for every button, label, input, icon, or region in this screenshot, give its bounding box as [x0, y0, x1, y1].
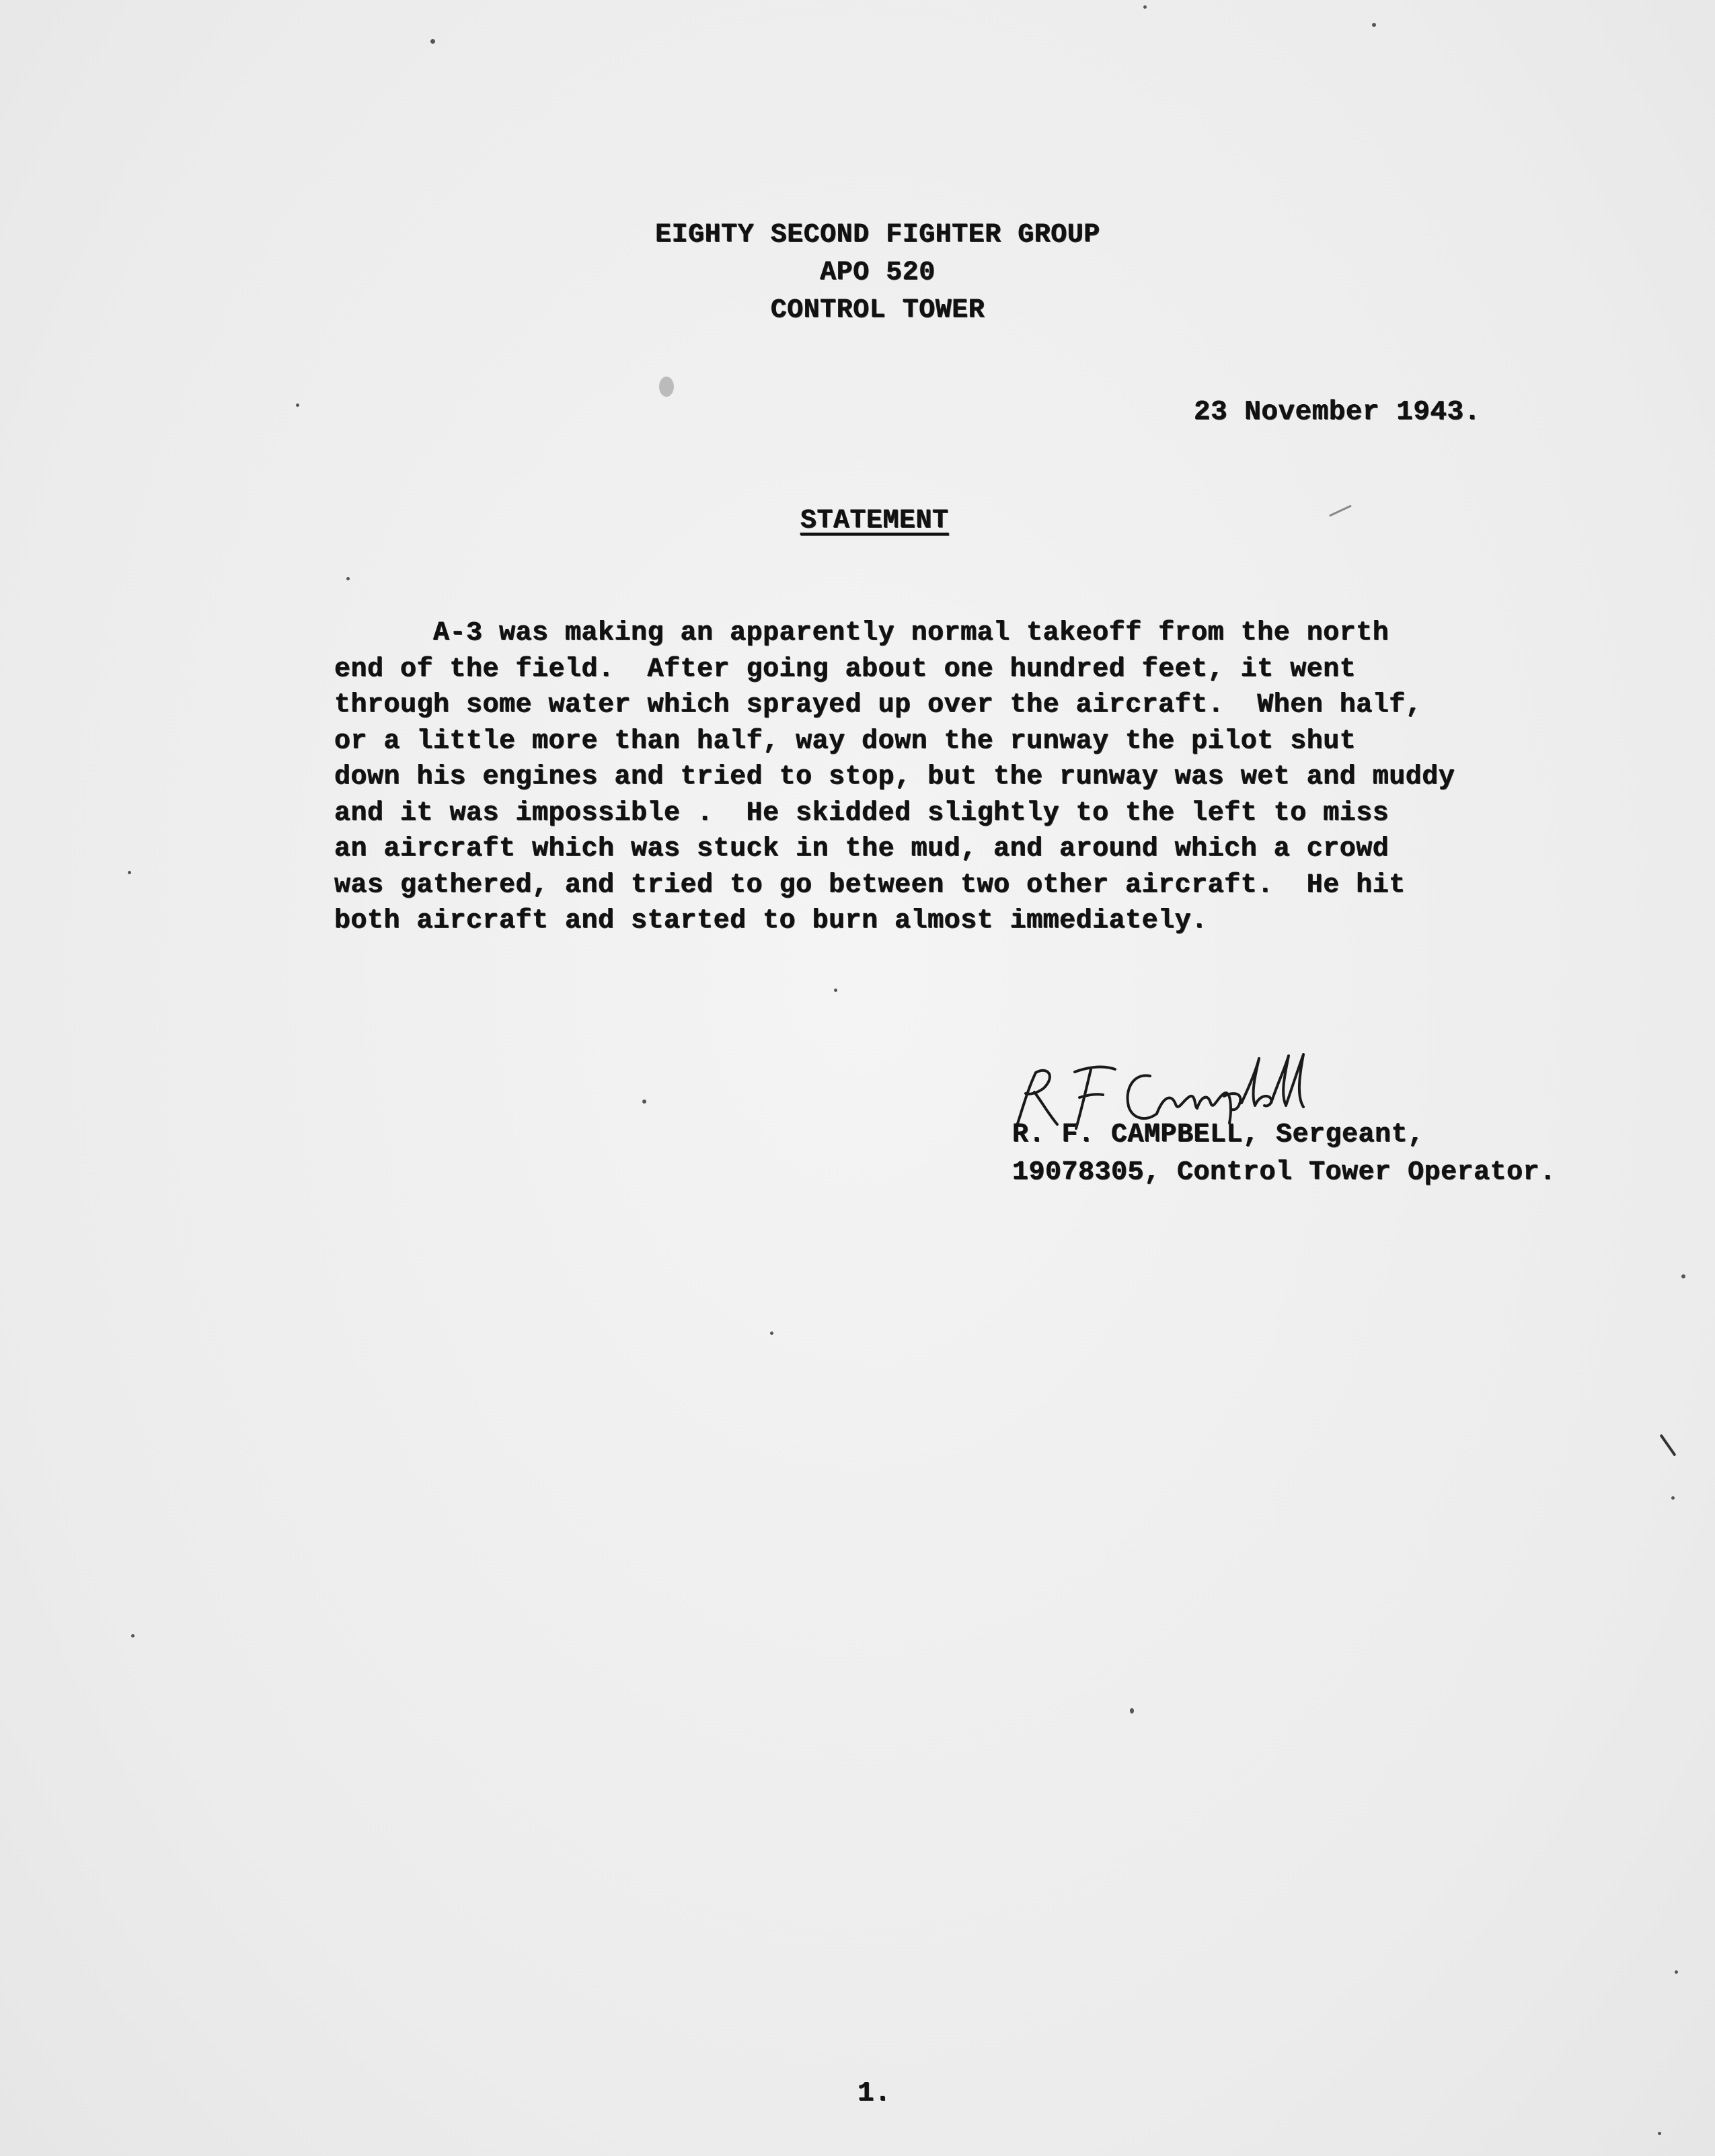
signer-details: 19078305, Control Tower Operator. [1012, 1157, 1556, 1188]
statement-body [334, 615, 1612, 939]
page-number: 1. [858, 2078, 892, 2109]
letterhead-unit: EIGHTY SECOND FIGHTER GROUP [655, 220, 1100, 250]
signer-name: R. F. CAMPBELL, Sergeant, [1012, 1120, 1424, 1150]
scan-speck [296, 403, 299, 407]
scan-speck [1671, 1496, 1675, 1500]
letterhead [655, 217, 1211, 330]
document-date: 23 November 1943. [1194, 397, 1481, 428]
scan-speck [834, 989, 837, 992]
body-line: an aircraft which was stuck in the mud, and around which a crowd [334, 834, 1389, 864]
scan-speck [642, 1100, 646, 1104]
document-title: STATEMENT [800, 506, 949, 536]
body-line: down his engines and tried to stop, but the runway was wet and muddy [334, 762, 1455, 792]
body-line: through some water which sprayed up over the aircraft. When half, [334, 690, 1422, 720]
body-line: was gathered, and tried to go between two other aircraft. He hit [334, 870, 1406, 900]
scan-speck [1658, 2132, 1661, 2135]
body-line: A-3 was making an apparently normal takeoff from the north [334, 618, 1389, 648]
scan-speck [1659, 1434, 1676, 1456]
scan-speck [1130, 1708, 1134, 1714]
scan-speck [131, 1634, 135, 1638]
body-line: or a little more than half, way down the runway the pilot shut [334, 726, 1357, 757]
scan-speck [1329, 505, 1352, 517]
letterhead-apo: APO 520 [820, 258, 936, 288]
scan-speck [128, 871, 131, 874]
scan-speck [1372, 23, 1376, 27]
body-line: both aircraft and started to burn almost immediately. [334, 906, 1208, 936]
signer-block [1012, 1116, 1556, 1192]
scan-speck [1681, 1274, 1685, 1278]
letterhead-section: CONTROL TOWER [770, 295, 985, 325]
scan-speck [770, 1332, 773, 1335]
scan-speck [1675, 1970, 1678, 1974]
scan-speck [659, 377, 674, 397]
scan-speck [1143, 5, 1147, 9]
body-line: end of the field. After going about one hundred feet, it went [334, 654, 1357, 685]
body-line: and it was impossible . He skidded slightly to the left to miss [334, 798, 1389, 829]
scan-speck [346, 577, 350, 580]
scan-speck [430, 39, 435, 44]
